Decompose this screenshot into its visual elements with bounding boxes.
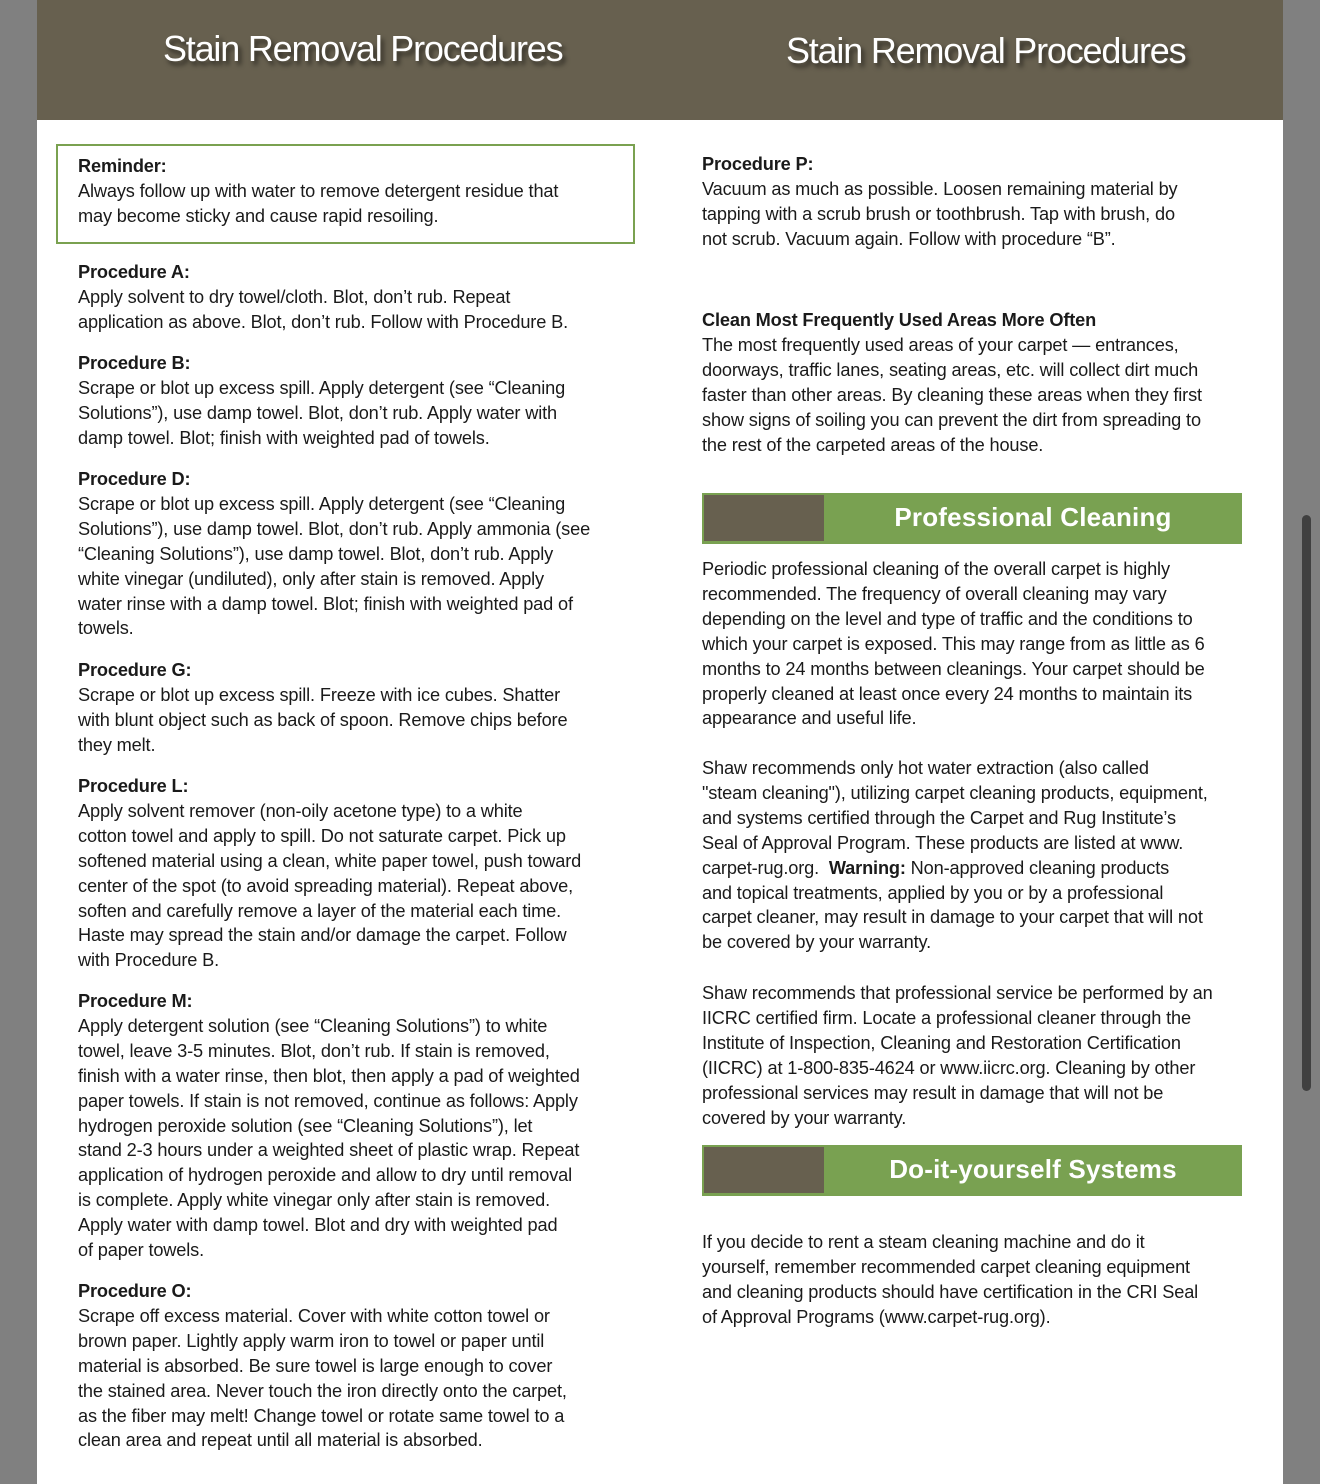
procedure-line: water rinse with a damp towel. Blot; finish with weighted pad of	[78, 593, 573, 614]
diy-header	[702, 1145, 1242, 1196]
procedure-heading: Procedure A:	[78, 262, 190, 282]
body-line: of Approval Programs (www.carpet-rug.org).	[702, 1306, 1051, 1327]
body-line: be covered by your warranty.	[702, 932, 931, 953]
professional-cleaning-header	[702, 493, 1242, 544]
procedure-line: application as above. Blot, don’t rub. Follow with Procedure B.	[78, 311, 568, 332]
scrollbar-thumb[interactable]	[1302, 515, 1311, 1091]
header-banner	[37, 0, 1283, 120]
reminder-line: may become sticky and cause rapid resoiling.	[78, 205, 439, 226]
procedure-heading: Procedure P:	[702, 154, 814, 174]
body-line: Shaw recommends that professional service be performed by an	[702, 983, 1213, 1003]
procedure-heading: Procedure G:	[78, 660, 192, 680]
procedure-line: hydrogen peroxide solution (see “Cleaning Solutions”), let	[78, 1115, 533, 1136]
body-line: which your carpet is exposed. This may range from as little as 6	[702, 633, 1205, 654]
body-line: appearance and useful life.	[702, 708, 917, 729]
body-line: and topical treatments, applied by you or by a professional	[702, 882, 1164, 903]
procedure-block	[78, 774, 638, 973]
procedure-block	[78, 658, 638, 758]
warning-text: Non-approved cleaning products	[905, 857, 1170, 878]
procedure-p	[702, 152, 1242, 252]
procedure-line: Apply water with damp towel. Blot and dry with weighted pad	[78, 1215, 558, 1236]
procedure-heading: Procedure M:	[78, 991, 193, 1011]
body-line: (IICRC) at 1-800-835-4624 or www.iicrc.org. Cleaning by other	[702, 1057, 1196, 1078]
procedure-line: finish with a water rinse, then blot, then apply a pad of weighted	[78, 1065, 580, 1086]
frequent-areas-line: the rest of the carpeted areas of the house.	[702, 434, 1044, 455]
procedure-block	[78, 351, 638, 451]
procedure-line: they melt.	[78, 734, 156, 755]
professional-cleaning-p2	[702, 756, 1242, 955]
procedure-line: soften and carefully remove a layer of the material each time.	[78, 900, 562, 921]
body-line: yourself, remember recommended carpet cleaning equipment	[702, 1256, 1190, 1277]
procedure-line: center of the spot (to avoid spreading material). Repeat above,	[78, 875, 574, 896]
procedure-line: white vinegar (undiluted), only after stain is removed. Apply	[78, 568, 544, 589]
frequent-areas-line: The most frequently used areas of your carpet — entrances,	[702, 334, 1179, 355]
header-swatch	[704, 1147, 824, 1193]
procedure-line: Apply solvent remover (non-oily acetone type) to a white	[78, 800, 523, 821]
document-page	[37, 0, 1283, 1484]
body-line: months to 24 months between cleanings. Your carpet should be	[702, 658, 1205, 679]
body-line: If you decide to rent a steam cleaning machine and do it	[702, 1232, 1145, 1252]
procedure-line: with Procedure B.	[78, 950, 219, 971]
frequent-areas-section	[702, 308, 1242, 457]
diy-title: Do-it-yourself Systems	[889, 1154, 1177, 1184]
procedure-block	[78, 260, 638, 335]
procedure-line: damp towel. Blot; finish with weighted pad of towels.	[78, 427, 490, 448]
procedure-line: Solutions”), use damp towel. Blot, don’t rub. Apply water with	[78, 402, 557, 423]
procedure-line: Apply solvent to dry towel/cloth. Blot, don’t rub. Repeat	[78, 286, 511, 307]
body-line: covered by your warranty.	[702, 1107, 907, 1128]
page-title-left: Stain Removal Procedures	[163, 28, 563, 69]
procedure-heading: Procedure O:	[78, 1281, 192, 1301]
body-line: IICRC certified firm. Locate a professional cleaner through the	[702, 1007, 1191, 1028]
procedure-line: as the fiber may melt! Change towel or rotate same towel to a	[78, 1405, 565, 1426]
procedure-line: softened material using a clean, white paper towel, push toward	[78, 850, 582, 871]
procedure-heading: Procedure D:	[78, 469, 191, 489]
procedure-block	[78, 467, 638, 641]
procedure-line: Apply detergent solution (see “Cleaning Solutions”) to white	[78, 1015, 548, 1036]
procedure-block	[78, 1279, 638, 1453]
procedure-line: paper towels. If stain is not removed, continue as follows: Apply	[78, 1090, 578, 1111]
procedure-line: is complete. Apply white vinegar only after stain is removed.	[78, 1190, 551, 1211]
page-title-right: Stain Removal Procedures	[786, 30, 1186, 71]
warning-prefix: carpet-rug.org.	[702, 857, 829, 878]
body-line: and cleaning products should have certification in the CRI Seal	[702, 1281, 1199, 1302]
body-line: recommended. The frequency of overall cleaning may vary	[702, 583, 1167, 604]
frequent-areas-line: doorways, traffic lanes, seating areas, etc. will collect dirt much	[702, 359, 1199, 380]
procedure-line: Scrape or blot up excess spill. Freeze with ice cubes. Shatter	[78, 684, 560, 705]
reminder-heading: Reminder:	[78, 156, 167, 176]
warning-label: Warning:	[828, 857, 906, 878]
procedure-line: Scrape or blot up excess spill. Apply detergent (see “Cleaning	[78, 377, 566, 398]
body-line: and systems certified through the Carpet and Rug Institute’s	[702, 807, 1176, 828]
reminder-box	[56, 144, 635, 244]
procedure-heading: Procedure L:	[78, 776, 189, 796]
procedure-line: clean area and repeat until all material is absorbed.	[78, 1430, 483, 1451]
body-line: properly cleaned at least once every 24 months to maintain its	[702, 683, 1193, 704]
reminder-line: Always follow up with water to remove detergent residue that	[78, 180, 559, 201]
warning-line	[702, 856, 1242, 881]
procedure-line: of paper towels.	[78, 1240, 204, 1261]
procedure-line: Solutions”), use damp towel. Blot, don’t rub. Apply ammonia (see	[78, 518, 591, 539]
frequent-areas-line: faster than other areas. By cleaning these areas when they first	[702, 384, 1202, 405]
body-line: Institute of Inspection, Cleaning and Restoration Certification	[702, 1032, 1181, 1053]
procedure-line: Scrape or blot up excess spill. Apply detergent (see “Cleaning	[78, 493, 566, 514]
procedure-heading: Procedure B:	[78, 353, 191, 373]
diy-body	[702, 1230, 1242, 1330]
procedure-line: material is absorbed. Be sure towel is large enough to cover	[78, 1355, 553, 1376]
body-line: Shaw recommends only hot water extraction (also called	[702, 758, 1149, 778]
body-line: Seal of Approval Program. These products are listed at www.	[702, 832, 1184, 853]
procedure-line: not scrub. Vacuum again. Follow with procedure “B”.	[702, 228, 1116, 249]
professional-cleaning-title: Professional Cleaning	[894, 502, 1172, 532]
procedure-line: application of hydrogen peroxide and allow to dry until removal	[78, 1165, 573, 1186]
procedure-line: brown paper. Lightly apply warm iron to towel or paper until	[78, 1330, 545, 1351]
procedure-line: towels.	[78, 618, 134, 639]
body-line: professional services may result in damage that will not be	[702, 1082, 1164, 1103]
body-line: "steam cleaning"), utilizing carpet cleaning products, equipment,	[702, 782, 1208, 803]
procedure-line: tapping with a scrub brush or toothbrush. Tap with brush, do	[702, 203, 1175, 224]
procedure-line: Haste may spread the stain and/or damage the carpet. Follow	[78, 925, 567, 946]
professional-cleaning-p3	[702, 981, 1242, 1130]
procedure-line: Vacuum as much as possible. Loosen remaining material by	[702, 178, 1178, 199]
procedure-block	[78, 989, 638, 1263]
frequent-areas-line: show signs of soiling you can prevent the dirt from spreading to	[702, 409, 1201, 430]
procedure-line: stand 2-3 hours under a weighted sheet of plastic wrap. Repeat	[78, 1140, 580, 1161]
header-swatch	[704, 495, 824, 541]
frequent-areas-heading: Clean Most Frequently Used Areas More Often	[702, 310, 1097, 330]
procedure-line: cotton towel and apply to spill. Do not saturate carpet. Pick up	[78, 825, 566, 846]
body-line: Periodic professional cleaning of the overall carpet is highly	[702, 559, 1170, 579]
professional-cleaning-p1	[702, 557, 1242, 731]
procedure-line: towel, leave 3-5 minutes. Blot, don’t rub. If stain is removed,	[78, 1040, 550, 1061]
procedure-line: the stained area. Never touch the iron directly onto the carpet,	[78, 1380, 567, 1401]
procedure-line: “Cleaning Solutions”), use damp towel. Blot, don’t rub. Apply	[78, 543, 554, 564]
procedure-line: Scrape off excess material. Cover with white cotton towel or	[78, 1305, 550, 1326]
body-line: carpet cleaner, may result in damage to your carpet that will not	[702, 907, 1203, 928]
procedure-line: with blunt object such as back of spoon. Remove chips before	[78, 709, 568, 730]
body-line: depending on the level and type of traffic and the conditions to	[702, 608, 1193, 629]
